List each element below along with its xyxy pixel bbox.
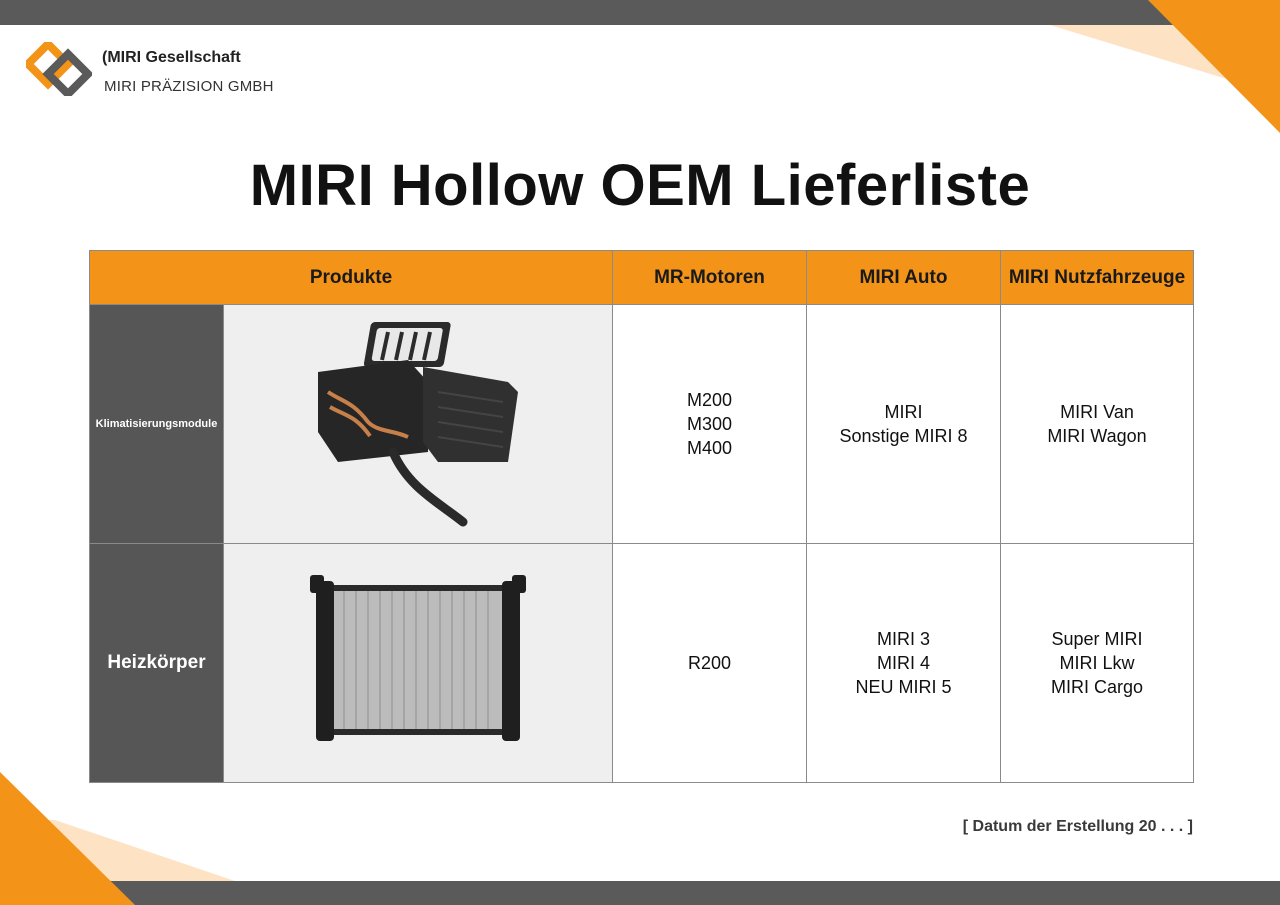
commercial-cell xyxy=(1001,305,1194,544)
commercial-model: MIRI Wagon xyxy=(1047,426,1147,446)
product-image-cell xyxy=(224,544,613,783)
bottom-bar xyxy=(0,881,1280,905)
auto-model: NEU MIRI 5 xyxy=(855,677,952,697)
commercial-model: Super MIRI xyxy=(1051,629,1143,649)
table-row xyxy=(90,544,1194,783)
category-label: Klimatisierungsmodule xyxy=(90,305,224,544)
motors-cell xyxy=(613,305,807,544)
motors-cell xyxy=(613,544,807,783)
commercial-model: MIRI Lkw xyxy=(1059,653,1135,673)
auto-cell xyxy=(807,305,1001,544)
creation-date: [ Datum der Erstellung 20 . . . ] xyxy=(962,818,1193,835)
page-title: MIRI Hollow OEM Lieferliste xyxy=(249,153,1031,218)
table-header-row xyxy=(90,251,1194,305)
motor-model: M300 xyxy=(686,414,733,434)
auto-cell xyxy=(807,544,1001,783)
auto-model: MIRI xyxy=(884,402,923,422)
motor-model: M200 xyxy=(686,390,733,410)
header-products: Produkte xyxy=(90,251,613,305)
motor-model: M400 xyxy=(686,438,733,458)
auto-model: Sonstige MIRI 8 xyxy=(839,426,968,446)
radiator-icon xyxy=(298,571,538,751)
company-subtitle: MIRI PRÄZISION GMBH xyxy=(104,78,274,95)
supply-table xyxy=(89,250,1194,783)
commercial-model: MIRI Cargo xyxy=(1050,677,1144,697)
category-label: Heizkörper xyxy=(90,544,224,783)
product-image-cell xyxy=(224,305,613,544)
motor-model: R200 xyxy=(687,653,732,673)
top-bar xyxy=(0,0,1280,25)
header-auto: MIRI Auto xyxy=(807,251,1001,305)
header-commercial: MIRI Nutzfahrzeuge xyxy=(1001,251,1194,305)
commercial-cell xyxy=(1001,544,1194,783)
company-name: (MIRI Gesellschaft xyxy=(102,49,241,66)
auto-model: MIRI 4 xyxy=(876,653,930,673)
commercial-model: MIRI Van xyxy=(1060,402,1134,422)
header-motors: MR-Motoren xyxy=(613,251,807,305)
table-row xyxy=(90,305,1194,544)
hvac-module-icon xyxy=(298,312,538,532)
company-logo xyxy=(26,42,92,96)
auto-model: MIRI 3 xyxy=(876,629,930,649)
